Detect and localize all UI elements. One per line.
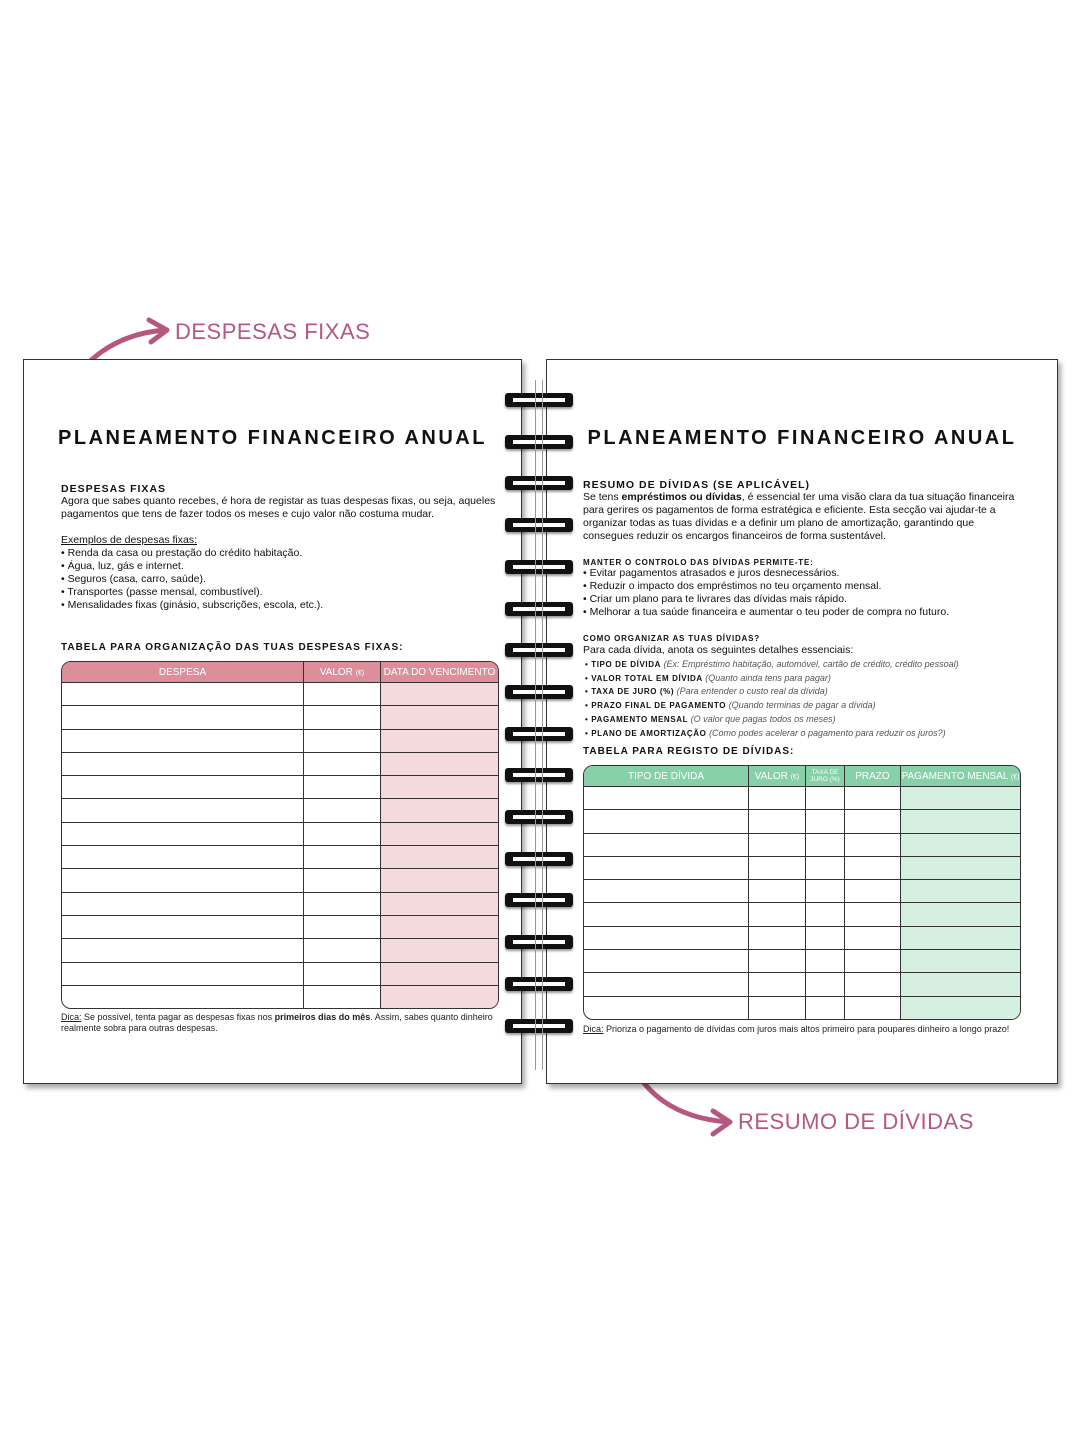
detail-label: • TIPO DE DÍVIDA xyxy=(585,660,661,669)
table-cell[interactable] xyxy=(584,997,749,1019)
table-cell[interactable] xyxy=(584,973,749,996)
table-row xyxy=(584,927,1020,950)
table-row xyxy=(62,846,498,869)
table-cell[interactable] xyxy=(749,810,806,833)
table-cell[interactable] xyxy=(304,916,381,939)
table-cell[interactable] xyxy=(845,927,901,950)
table-cell[interactable] xyxy=(62,776,304,799)
detail-label: • VALOR TOTAL EM DÍVIDA xyxy=(585,673,703,683)
table-cell[interactable] xyxy=(749,857,806,880)
table-row xyxy=(62,730,498,753)
table-cell[interactable] xyxy=(381,916,498,939)
table-cell[interactable] xyxy=(381,963,498,986)
intro-text: Agora que sabes quanto recebes, é hora de registar as tuas despesas fixas, ou seja, aqueles pagamentos que tens de fazer todos os meses e cujo valor não costuma mudar. xyxy=(61,495,496,520)
table-cell[interactable] xyxy=(62,869,304,892)
control-list-block xyxy=(583,567,1023,619)
table-cell[interactable] xyxy=(381,730,498,753)
table-cell[interactable] xyxy=(62,963,304,986)
table-cell[interactable] xyxy=(584,880,749,903)
example-item: • Seguros (casa, carro, saúde). xyxy=(61,573,206,585)
table-cell[interactable] xyxy=(901,834,1020,857)
table-cell[interactable] xyxy=(584,834,749,857)
page-title: PLANEAMENTO FINANCEIRO ANUAL xyxy=(587,427,1017,449)
table-cell[interactable] xyxy=(62,846,304,869)
right-page xyxy=(546,359,1058,1084)
col-header-valor: VALOR (€) xyxy=(304,662,381,683)
table-cell[interactable] xyxy=(381,893,498,916)
col-header-tipo-divida: TIPO DE DÍVIDA xyxy=(584,766,749,787)
table-row xyxy=(584,787,1020,810)
table-row xyxy=(62,963,498,986)
table-cell[interactable] xyxy=(901,880,1020,903)
detail-hint: (O valor que pagas todos os meses) xyxy=(688,713,836,724)
table-cell[interactable] xyxy=(304,846,381,869)
table-heading: TABELA PARA REGISTO DE DÍVIDAS: xyxy=(583,746,795,757)
table-row xyxy=(584,973,1020,996)
table-cell[interactable] xyxy=(749,903,806,926)
table-row xyxy=(62,916,498,939)
examples-label: Exemplos de despesas fixas: xyxy=(61,534,197,546)
table-cell[interactable] xyxy=(845,787,901,810)
col-header-valor: VALOR (€) xyxy=(749,766,806,787)
detail-item xyxy=(585,685,1025,699)
table-cell[interactable] xyxy=(62,893,304,916)
table-cell[interactable] xyxy=(304,799,381,822)
table-cell[interactable] xyxy=(901,857,1020,880)
table-cell[interactable] xyxy=(806,787,845,810)
control-item: • Evitar pagamentos atrasados e juros desnecessários. xyxy=(583,567,840,579)
table-cell[interactable] xyxy=(845,997,901,1019)
table-cell[interactable] xyxy=(749,880,806,903)
table-cell[interactable] xyxy=(304,986,381,1008)
col-header-despesa: DESPESA xyxy=(62,662,304,683)
example-item: • Renda da casa ou prestação do crédito habitação. xyxy=(61,547,303,559)
table-cell[interactable] xyxy=(806,903,845,926)
tip-text: Dica: Prioriza o pagamento de dívidas com juros mais altos primeiro para poupares dinheiro a longo prazo! xyxy=(583,1024,1010,1034)
detail-item xyxy=(585,699,1025,713)
table-cell[interactable] xyxy=(806,834,845,857)
table-cell[interactable] xyxy=(584,950,749,973)
table-cell[interactable] xyxy=(304,893,381,916)
expenses-table xyxy=(61,661,499,1009)
table-cell[interactable] xyxy=(901,810,1020,833)
table-cell[interactable] xyxy=(381,986,498,1008)
table-cell[interactable] xyxy=(381,776,498,799)
table-cell[interactable] xyxy=(584,927,749,950)
table-cell[interactable] xyxy=(806,880,845,903)
table-cell[interactable] xyxy=(845,834,901,857)
table-cell[interactable] xyxy=(845,950,901,973)
table-cell[interactable] xyxy=(806,997,845,1019)
table-cell[interactable] xyxy=(62,683,304,706)
debts-table xyxy=(583,765,1021,1020)
table-cell[interactable] xyxy=(749,927,806,950)
left-page xyxy=(23,359,522,1084)
table-cell[interactable] xyxy=(62,823,304,846)
table-cell[interactable] xyxy=(62,753,304,776)
table-cell[interactable] xyxy=(381,869,498,892)
control-item: • Melhorar a tua saúde financeira e aumentar o teu poder de compra no futuro. xyxy=(583,606,950,618)
detail-label: • PAGAMENTO MENSAL xyxy=(585,714,689,724)
organize-intro: Para cada dívida, anota os seguintes detalhes essenciais: xyxy=(583,644,854,656)
table-cell[interactable] xyxy=(304,963,381,986)
table-cell[interactable] xyxy=(749,973,806,996)
detail-hint: (Ex: Empréstimo habitação, automóvel, cartão de crédito, crédito pessoal) xyxy=(660,659,959,669)
table-cell[interactable] xyxy=(845,810,901,833)
table-row xyxy=(62,706,498,729)
table-row xyxy=(62,893,498,916)
table-row xyxy=(584,880,1020,903)
table-cell[interactable] xyxy=(584,857,749,880)
col-header-data-vencimento: DATA DO VENCIMENTO xyxy=(381,662,498,683)
page-title: PLANEAMENTO FINANCEIRO ANUAL xyxy=(58,427,487,449)
table-cell[interactable] xyxy=(901,997,1020,1019)
detail-label: • PLANO DE AMORTIZAÇÃO xyxy=(585,728,707,738)
table-row xyxy=(62,869,498,892)
detail-hint: (Para entender o custo real da dívida) xyxy=(674,686,828,697)
table-row xyxy=(62,799,498,822)
table-cell[interactable] xyxy=(749,997,806,1019)
table-row xyxy=(62,753,498,776)
table-cell[interactable] xyxy=(901,903,1020,926)
table-cell[interactable] xyxy=(304,939,381,962)
control-heading: MANTER O CONTROLO DAS DÍVIDAS PERMITE-TE: xyxy=(583,558,814,567)
table-row xyxy=(62,823,498,846)
table-cell[interactable] xyxy=(806,857,845,880)
control-list xyxy=(583,567,1023,619)
table-cell[interactable] xyxy=(584,810,749,833)
table-cell[interactable] xyxy=(901,950,1020,973)
control-item: • Reduzir o impacto dos empréstimos no teu orçamento mensal. xyxy=(583,580,882,592)
table-cell[interactable] xyxy=(845,857,901,880)
table-cell[interactable] xyxy=(304,753,381,776)
detail-label: • PRAZO FINAL DE PAGAMENTO xyxy=(585,701,727,711)
table-cell[interactable] xyxy=(845,880,901,903)
table-row xyxy=(62,986,498,1008)
table-cell[interactable] xyxy=(381,823,498,846)
table-row xyxy=(62,776,498,799)
table-row xyxy=(62,939,498,962)
table-cell[interactable] xyxy=(62,730,304,753)
callout-resumo-dividas: RESUMO DE DÍVIDAS xyxy=(738,1109,974,1134)
example-item: • Transportes (passe mensal, combustível). xyxy=(61,586,263,598)
table-cell[interactable] xyxy=(62,706,304,729)
detail-hint: (Quanto ainda tens para pagar) xyxy=(702,672,831,683)
table-cell[interactable] xyxy=(901,927,1020,950)
example-item: • Água, luz, gás e internet. xyxy=(61,560,184,572)
table-cell[interactable] xyxy=(381,683,498,706)
tip-text: Dica: Se possível, tenta pagar as despesas fixas nos primeiros dias do mês. Assim, sabes quanto dinheiro realmente sobra para outras despesas. xyxy=(61,1012,493,1033)
table-cell[interactable] xyxy=(749,787,806,810)
intro-text: Se tens empréstimos ou dívidas, é essencial ter uma visão clara da tua situação financeira para gerires os pagamentos de forma estratégica e eficiente. Esta secção vai ajudar-te a organizar todas as tuas dívidas e a definir um plano de amortização, garantindo que consegues reduzir os encargos financeiros de forma sustentável. xyxy=(583,491,1015,542)
table-cell[interactable] xyxy=(62,986,304,1008)
table-cell[interactable] xyxy=(62,799,304,822)
example-item: • Mensalidades fixas (ginásio, subscrições, escola, etc.). xyxy=(61,599,324,611)
table-heading: TABELA PARA ORGANIZAÇÃO DAS TUAS DESPESAS FIXAS: xyxy=(61,642,404,653)
table-cell[interactable] xyxy=(304,683,381,706)
table-cell[interactable] xyxy=(806,810,845,833)
table-cell[interactable] xyxy=(584,903,749,926)
detail-label: • TAXA DE JURO (%) xyxy=(585,687,675,697)
table-cell[interactable] xyxy=(304,823,381,846)
detail-hint: (Como podes acelerar o pagamento para reduzir os juros?) xyxy=(706,727,946,738)
table-cell[interactable] xyxy=(381,799,498,822)
table-cell[interactable] xyxy=(381,846,498,869)
col-header-prazo: PRAZO xyxy=(845,766,901,787)
control-item: • Criar um plano para te livrares das dívidas mais rápido. xyxy=(583,593,847,605)
detail-item xyxy=(585,658,1025,672)
table-cell[interactable] xyxy=(304,869,381,892)
table-cell[interactable] xyxy=(806,950,845,973)
table-row xyxy=(584,997,1020,1019)
callout-despesas-fixas: DESPESAS FIXAS xyxy=(175,319,371,344)
table-cell[interactable] xyxy=(381,753,498,776)
table-cell[interactable] xyxy=(304,776,381,799)
table-cell[interactable] xyxy=(304,730,381,753)
table-row xyxy=(584,810,1020,833)
organize-heading: COMO ORGANIZAR AS TUAS DÍVIDAS? xyxy=(583,634,760,643)
table-cell[interactable] xyxy=(845,973,901,996)
table-cell[interactable] xyxy=(381,706,498,729)
spiral-wire xyxy=(535,380,543,1070)
detail-item xyxy=(585,672,1025,686)
table-row xyxy=(62,683,498,706)
table-cell[interactable] xyxy=(584,787,749,810)
table-cell[interactable] xyxy=(845,903,901,926)
table-cell[interactable] xyxy=(806,973,845,996)
table-cell[interactable] xyxy=(62,916,304,939)
table-row xyxy=(584,950,1020,973)
section-heading: RESUMO DE DÍVIDAS (SE APLICÁVEL) xyxy=(583,479,811,491)
table-cell[interactable] xyxy=(62,939,304,962)
table-cell[interactable] xyxy=(749,834,806,857)
detail-item xyxy=(585,713,1025,727)
table-cell[interactable] xyxy=(749,950,806,973)
table-cell[interactable] xyxy=(806,927,845,950)
table-row xyxy=(584,857,1020,880)
examples-block xyxy=(61,534,501,612)
table-cell[interactable] xyxy=(901,973,1020,996)
col-header-taxa-juro: TAXA DE JURO (%) xyxy=(806,766,845,787)
detail-item xyxy=(585,727,1025,741)
table-cell[interactable] xyxy=(381,939,498,962)
table-row xyxy=(584,834,1020,857)
table-cell[interactable] xyxy=(304,706,381,729)
detail-hint: (Quando terminas de pagar a dívida) xyxy=(726,700,876,711)
col-header-pagamento-mensal: PAGAMENTO MENSAL (€) xyxy=(901,766,1020,787)
table-cell[interactable] xyxy=(901,787,1020,810)
examples-list xyxy=(61,547,501,612)
table-row xyxy=(584,903,1020,926)
section-heading: DESPESAS FIXAS xyxy=(61,483,167,495)
details-list xyxy=(585,658,1025,740)
